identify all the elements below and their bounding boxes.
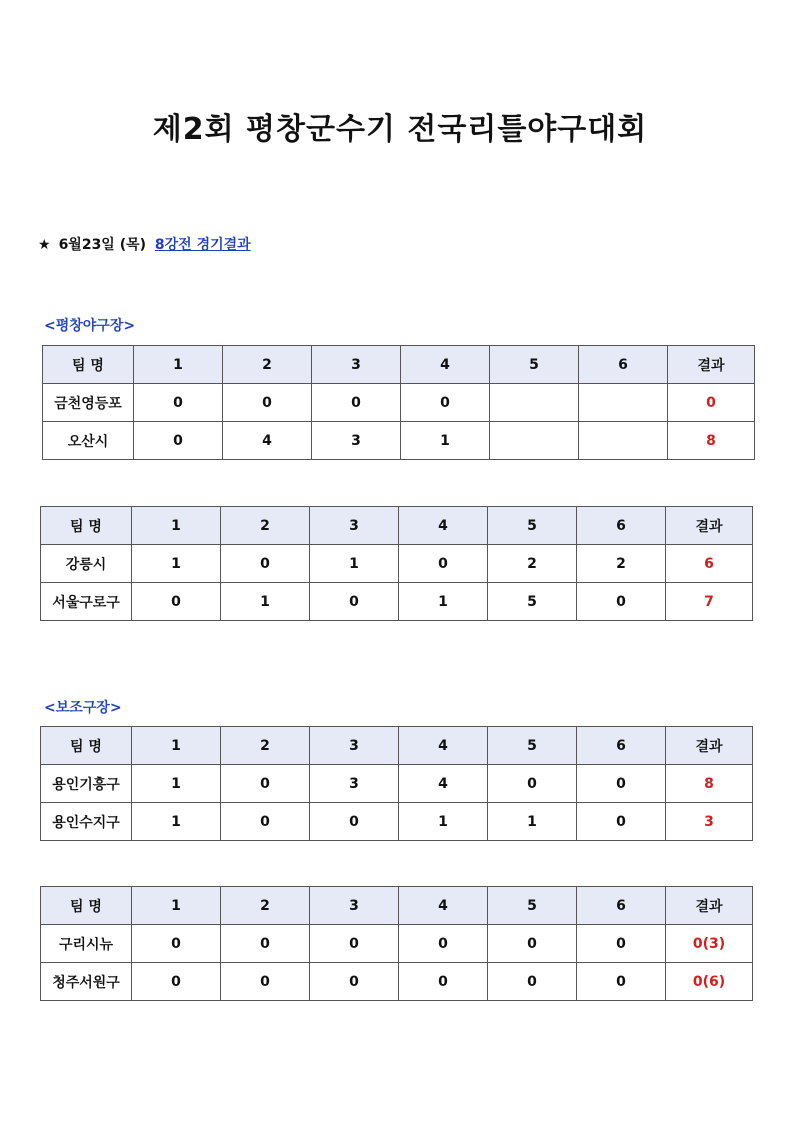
- inning-score: 0: [310, 925, 399, 963]
- inning-score: 5: [488, 583, 577, 621]
- final-score: 3: [666, 803, 753, 841]
- inning-score: [490, 384, 579, 422]
- team-header: 팀 명: [41, 507, 132, 545]
- star-icon: ★: [38, 237, 51, 253]
- inning-header: 5: [490, 346, 579, 384]
- inning-header: 4: [399, 727, 488, 765]
- inning-score: 4: [223, 422, 312, 460]
- inning-score: 0: [401, 384, 490, 422]
- final-score: 0(6): [666, 963, 753, 1001]
- inning-header: 2: [221, 507, 310, 545]
- inning-header: 3: [310, 887, 399, 925]
- team-name: 구리시뉴: [41, 925, 132, 963]
- inning-score: 1: [132, 803, 221, 841]
- inning-score: 1: [132, 545, 221, 583]
- inning-score: 1: [399, 583, 488, 621]
- inning-score: 1: [221, 583, 310, 621]
- inning-score: 0: [488, 963, 577, 1001]
- result-header: 결과: [666, 887, 753, 925]
- inning-score: [579, 422, 668, 460]
- table-row: [41, 925, 753, 963]
- inning-score: 1: [399, 803, 488, 841]
- header-row: [41, 507, 753, 545]
- final-score: 7: [666, 583, 753, 621]
- inning-score: 0: [221, 803, 310, 841]
- inning-header: 4: [399, 887, 488, 925]
- inning-score: 1: [132, 765, 221, 803]
- inning-score: 0: [577, 583, 666, 621]
- inning-header: 6: [577, 507, 666, 545]
- inning-header: 3: [312, 346, 401, 384]
- inning-score: 0: [488, 925, 577, 963]
- table-row: [43, 422, 755, 460]
- score-table: [40, 726, 753, 841]
- team-header: 팀 명: [41, 887, 132, 925]
- team-name: 청주서원구: [41, 963, 132, 1001]
- page-title: 제2회 평창군수기 전국리틀야구대회: [152, 112, 648, 147]
- table-row: [41, 963, 753, 1001]
- date-line: [38, 234, 251, 254]
- team-name: 강릉시: [41, 545, 132, 583]
- score-table: [40, 886, 753, 1001]
- inning-score: 0: [310, 583, 399, 621]
- inning-header: 6: [577, 727, 666, 765]
- inning-score: 0: [488, 765, 577, 803]
- final-score: 8: [666, 765, 753, 803]
- inning-score: 2: [577, 545, 666, 583]
- inning-score: 4: [399, 765, 488, 803]
- inning-score: 0: [312, 384, 401, 422]
- inning-score: 0: [132, 925, 221, 963]
- final-score: 8: [668, 422, 755, 460]
- inning-score: 3: [310, 765, 399, 803]
- inning-score: 0: [399, 925, 488, 963]
- table-row: [43, 384, 755, 422]
- round-label: 8강전 경기결과: [154, 237, 251, 253]
- inning-header: 4: [399, 507, 488, 545]
- inning-header: 1: [132, 507, 221, 545]
- inning-score: 1: [401, 422, 490, 460]
- inning-score: 0: [577, 803, 666, 841]
- inning-header: 2: [221, 727, 310, 765]
- match-date: 6월23일 (목): [58, 237, 147, 253]
- header-row: [41, 727, 753, 765]
- inning-score: [490, 422, 579, 460]
- result-header: 결과: [668, 346, 755, 384]
- score-table: [42, 345, 755, 460]
- score-table: [40, 506, 753, 621]
- inning-score: 0: [221, 765, 310, 803]
- inning-header: 6: [577, 887, 666, 925]
- inning-score: 0: [577, 963, 666, 1001]
- inning-header: 2: [223, 346, 312, 384]
- inning-score: 0: [577, 765, 666, 803]
- team-name: 용인기흥구: [41, 765, 132, 803]
- inning-score: 0: [221, 545, 310, 583]
- inning-score: 0: [221, 963, 310, 1001]
- inning-header: 1: [132, 727, 221, 765]
- final-score: 0(3): [666, 925, 753, 963]
- venue-title: <보조구장>: [44, 700, 122, 716]
- inning-score: 0: [577, 925, 666, 963]
- inning-score: 3: [312, 422, 401, 460]
- table-row: [41, 803, 753, 841]
- inning-header: 3: [310, 507, 399, 545]
- team-name: 오산시: [43, 422, 134, 460]
- table-row: [41, 583, 753, 621]
- inning-header: 1: [132, 887, 221, 925]
- table-row: [41, 545, 753, 583]
- inning-score: 0: [223, 384, 312, 422]
- result-header: 결과: [666, 727, 753, 765]
- venue-title: <평창야구장>: [44, 318, 136, 334]
- final-score: 0: [668, 384, 755, 422]
- inning-score: 0: [134, 422, 223, 460]
- header-row: [41, 887, 753, 925]
- inning-score: 0: [399, 545, 488, 583]
- inning-header: 3: [310, 727, 399, 765]
- inning-header: 2: [221, 887, 310, 925]
- team-header: 팀 명: [43, 346, 134, 384]
- final-score: 6: [666, 545, 753, 583]
- inning-score: 2: [488, 545, 577, 583]
- inning-score: 0: [132, 583, 221, 621]
- inning-score: 1: [488, 803, 577, 841]
- team-name: 용인수지구: [41, 803, 132, 841]
- inning-score: 1: [310, 545, 399, 583]
- inning-score: 0: [132, 963, 221, 1001]
- team-header: 팀 명: [41, 727, 132, 765]
- inning-header: 5: [488, 727, 577, 765]
- inning-header: 5: [488, 507, 577, 545]
- team-name: 금천영등포: [43, 384, 134, 422]
- inning-header: 5: [488, 887, 577, 925]
- table-row: [41, 765, 753, 803]
- result-header: 결과: [666, 507, 753, 545]
- inning-score: [579, 384, 668, 422]
- inning-score: 0: [310, 963, 399, 1001]
- inning-score: 0: [310, 803, 399, 841]
- inning-header: 6: [579, 346, 668, 384]
- inning-header: 1: [134, 346, 223, 384]
- inning-score: 0: [399, 963, 488, 1001]
- header-row: [43, 346, 755, 384]
- inning-score: 0: [221, 925, 310, 963]
- inning-header: 4: [401, 346, 490, 384]
- inning-score: 0: [134, 384, 223, 422]
- team-name: 서울구로구: [41, 583, 132, 621]
